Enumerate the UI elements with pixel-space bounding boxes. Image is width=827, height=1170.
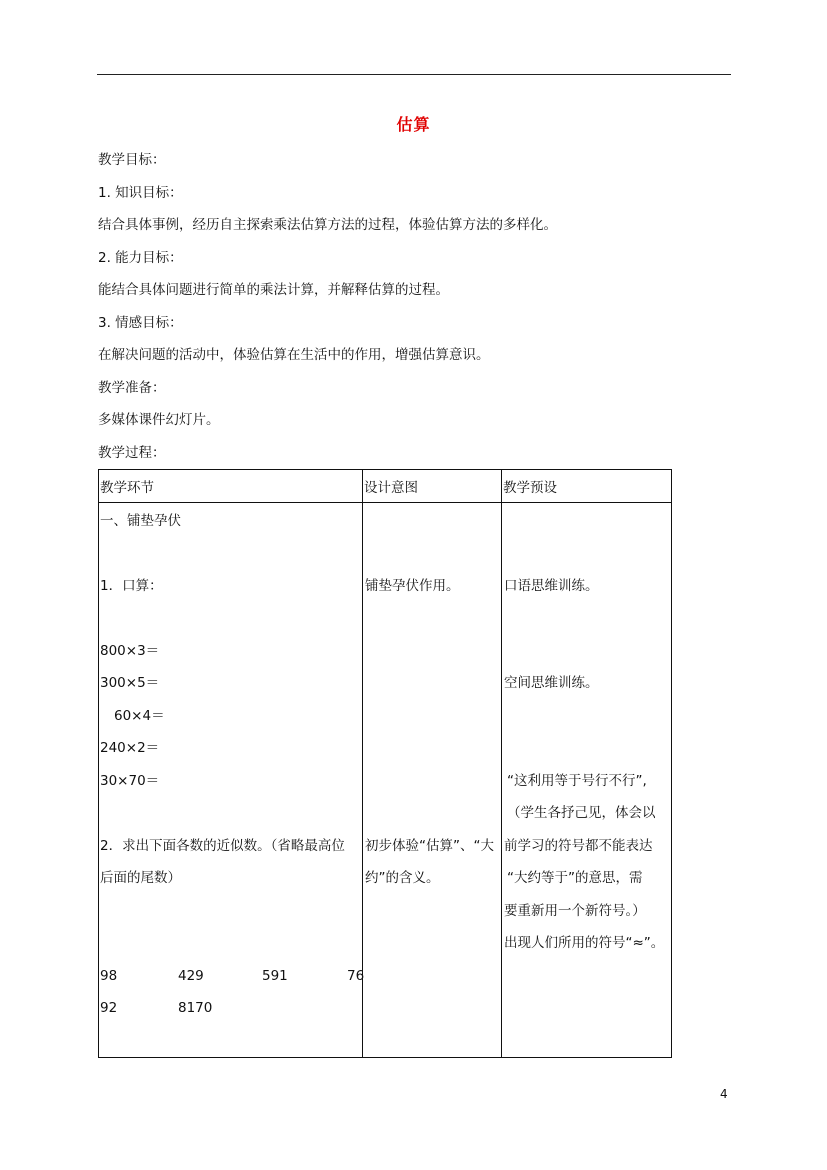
- objective-knowledge-heading: 1. 知识目标：: [98, 185, 183, 201]
- oral-calc-heading: 1．口算：: [100, 578, 163, 594]
- calc-item: 300×5＝: [100, 675, 160, 691]
- intent-text-1: 铺垫孕伏作用。: [365, 578, 460, 594]
- header-rule: [97, 74, 731, 75]
- section-label-objectives: 教学目标：: [98, 152, 166, 168]
- number-item: 429: [178, 968, 204, 984]
- calc-item: 30×70＝: [100, 773, 160, 789]
- calc-item: 60×4＝: [114, 708, 165, 724]
- page-number: 4: [720, 1087, 728, 1101]
- stage-section-title: 一、铺垫孕伏: [100, 513, 181, 529]
- number-item: 98: [100, 968, 118, 984]
- preset-text-3-line: 出现人们所用的符号“≈”。: [504, 935, 665, 951]
- number-item: 76: [347, 968, 365, 984]
- number-item: 92: [100, 1000, 118, 1016]
- number-item: 591: [262, 968, 288, 984]
- approx-task-line2: 后面的尾数）: [100, 870, 181, 886]
- number-item: 8170: [178, 1000, 213, 1016]
- objective-emotion-text: 在解决问题的活动中，体验估算在生活中的作用，增强估算意识。: [98, 347, 490, 363]
- intent-text-2-line2: 约”的含义。: [365, 870, 440, 886]
- preset-text-3-line: 要重新用一个新符号。）: [504, 903, 646, 919]
- section-label-process: 教学过程：: [98, 445, 166, 461]
- header-cell-preset: 教学预设: [502, 470, 672, 503]
- section-label-preparation: 教学准备：: [98, 380, 166, 396]
- table-header-row: [99, 470, 672, 503]
- page-title: 估算: [396, 115, 431, 134]
- calc-item: 240×2＝: [100, 740, 160, 756]
- header-cell-intent: 设计意图: [363, 470, 502, 503]
- table-row: [99, 503, 672, 1058]
- objective-knowledge-text: 结合具体事例，经历自主探索乘法估算方法的过程，体验估算方法的多样化。: [98, 217, 557, 233]
- intent-text-2-line1: 初步体验“估算”、“大: [365, 838, 494, 854]
- preset-text-2: 空间思维训练。: [504, 675, 599, 691]
- preset-text-3-line: “这利用等于号行不行”,: [507, 773, 647, 789]
- header-cell-stage: 教学环节: [99, 470, 363, 503]
- approx-task-line1: 2．求出下面各数的近似数。（省略最高位: [100, 838, 345, 854]
- objective-ability-text: 能结合具体问题进行简单的乘法计算，并解释估算的过程。: [98, 282, 449, 298]
- intent-cell: [363, 503, 502, 1058]
- calc-item: 800×3＝: [100, 643, 160, 659]
- preset-text-3-line: “大约等于”的意思，需: [507, 870, 643, 886]
- objective-ability-heading: 2. 能力目标：: [98, 250, 183, 266]
- teaching-process-table: [98, 469, 672, 1058]
- preparation-text: 多媒体课件幻灯片。: [98, 412, 220, 428]
- objective-emotion-heading: 3. 情感目标：: [98, 315, 183, 331]
- preset-text-3-line: 前学习的符号都不能表达: [504, 838, 653, 854]
- preset-text-1: 口语思维训练。: [504, 578, 599, 594]
- preset-text-3-line: （学生各抒己见，体会以: [507, 805, 656, 821]
- preset-cell: [502, 503, 672, 1058]
- stage-cell: [99, 503, 363, 1058]
